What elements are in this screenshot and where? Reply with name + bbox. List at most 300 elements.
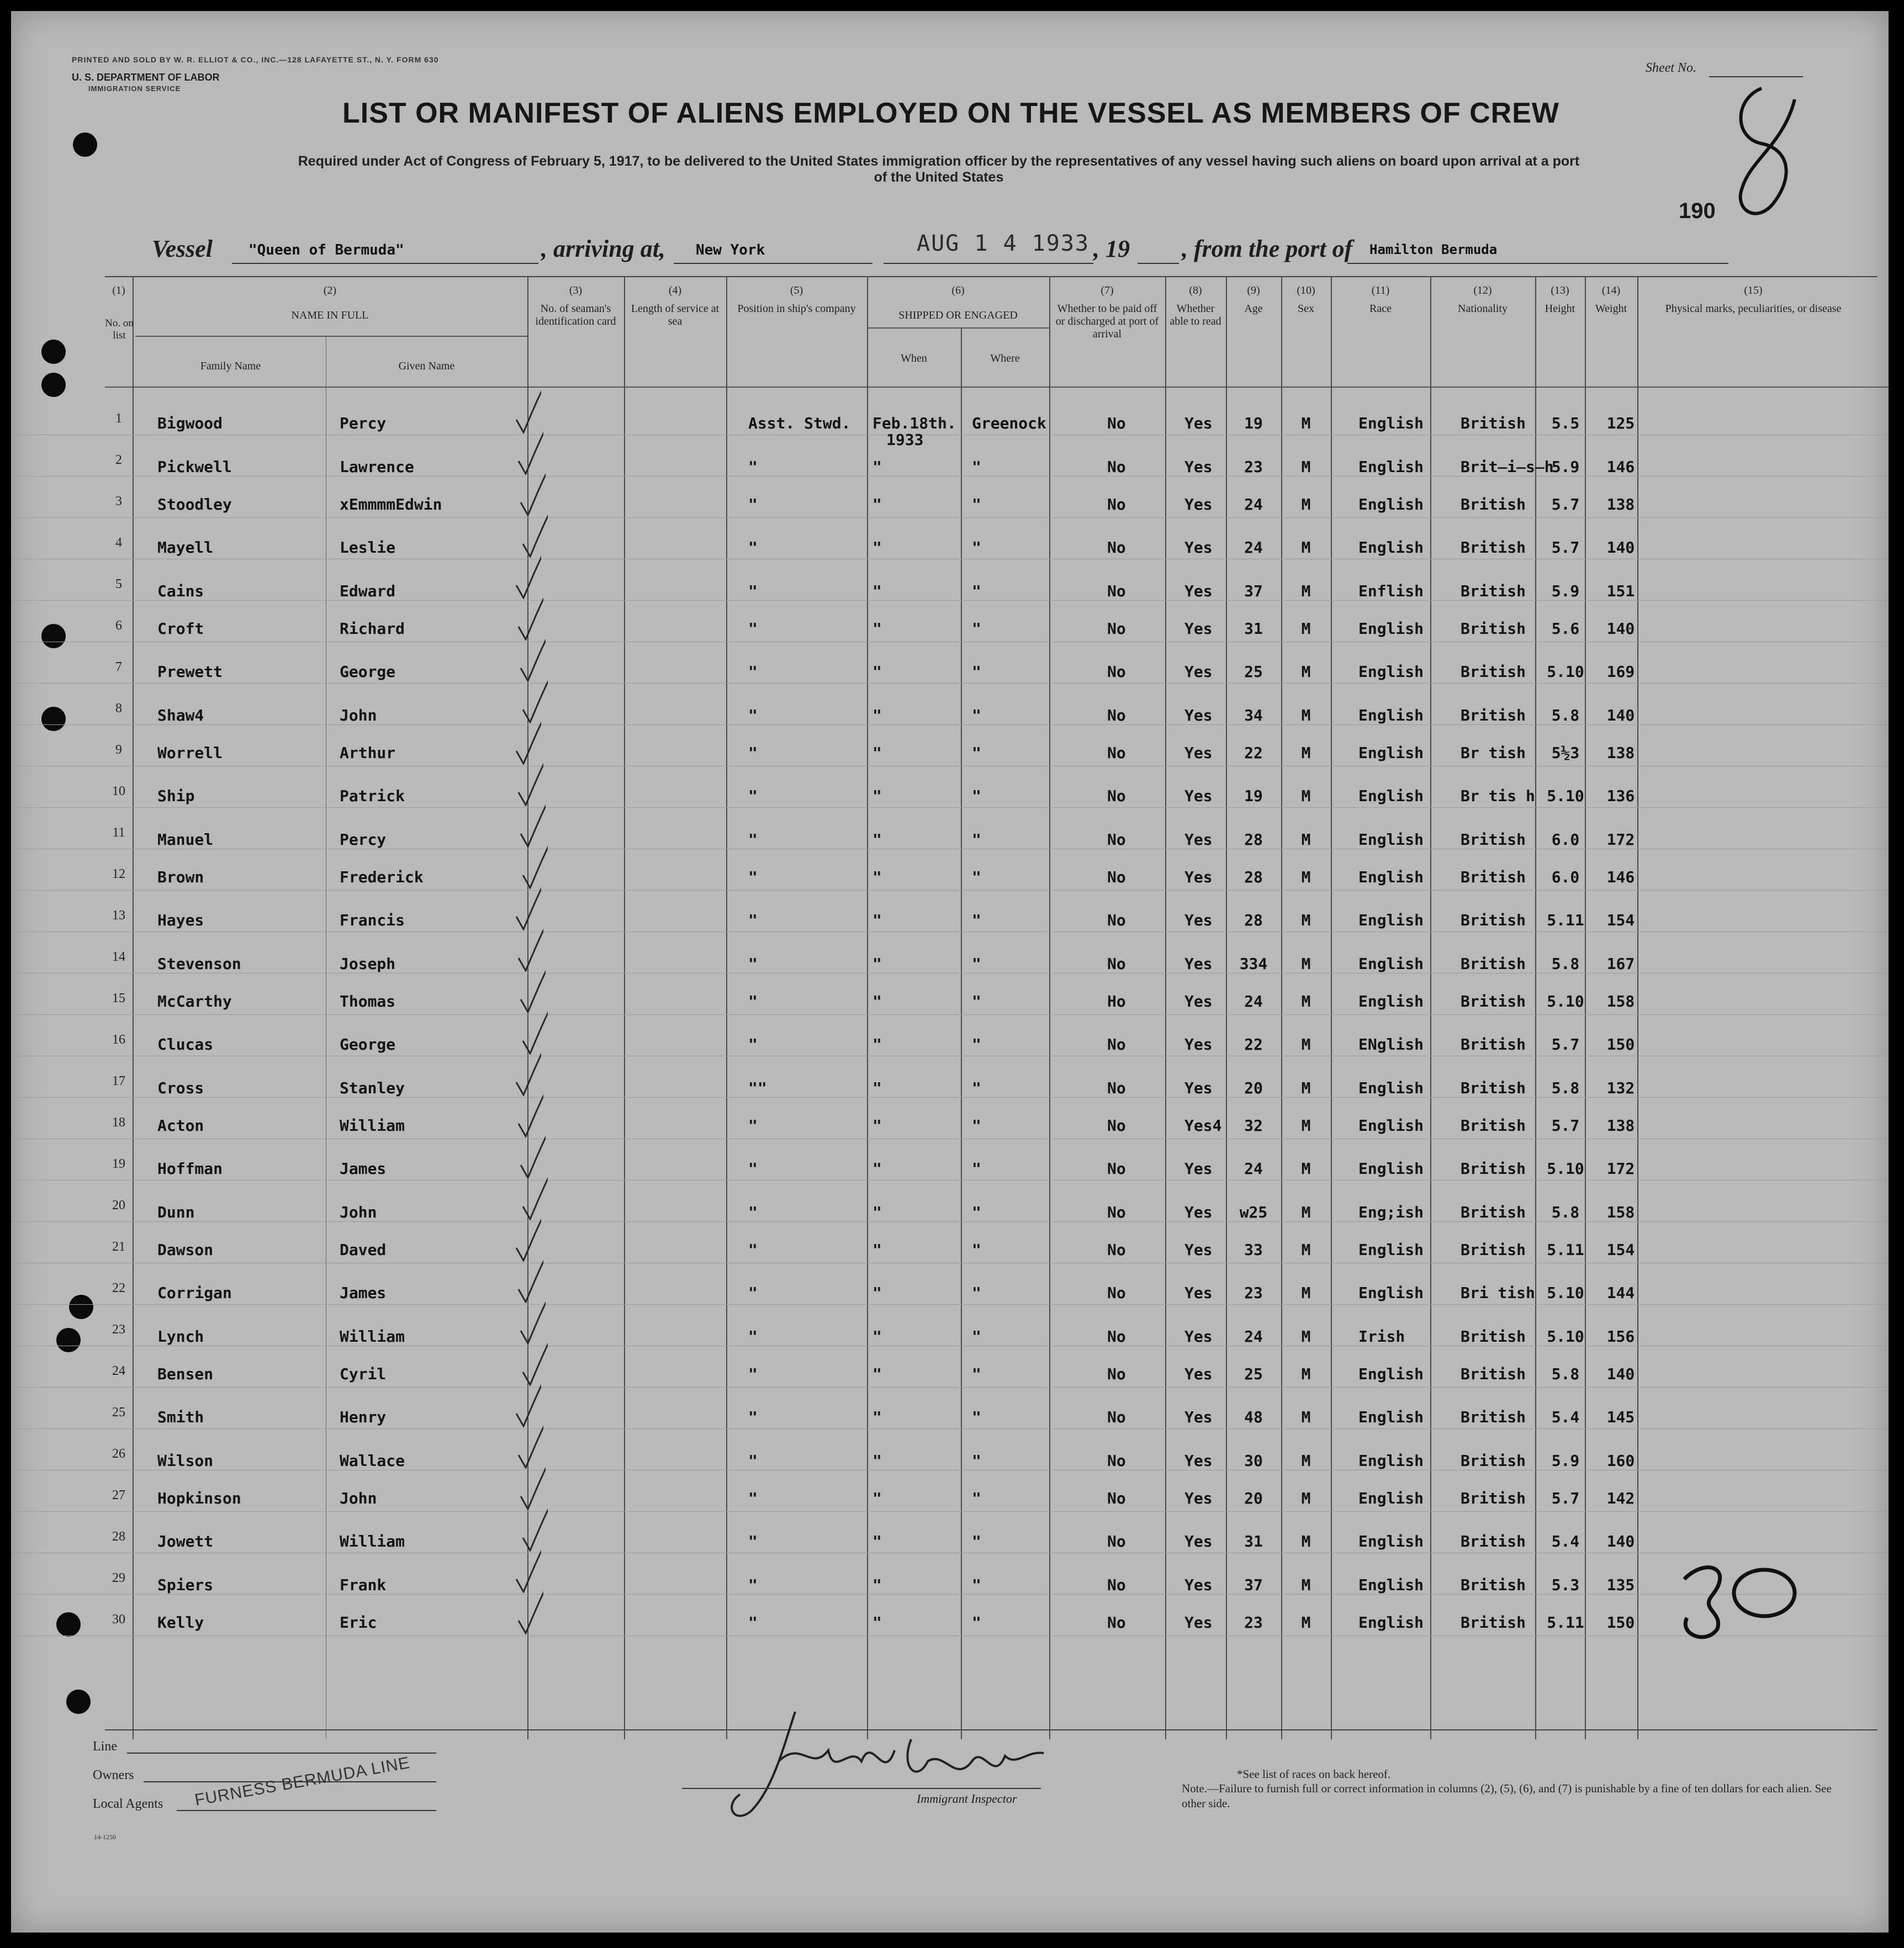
cell-age: 31 [1244,620,1263,638]
cell-given: Arthur [340,744,396,762]
cell-read: Yes [1184,538,1213,557]
cell-age: 23 [1244,1613,1263,1632]
cell-age: 19 [1244,787,1263,805]
cell-where: " [972,868,981,886]
year-prefix-190: 190 [1679,199,1716,223]
cell-nationality: British [1461,706,1526,724]
col-rule [726,276,727,1739]
cell-age: 24 [1244,992,1263,1010]
cell-given: Joseph [340,955,396,973]
cell-given: James [340,1284,387,1302]
row-number: 26 [112,1447,125,1461]
cell-when: " [872,1203,882,1221]
cell-paid-off: No [1107,706,1126,724]
arriving-label: , arriving at, [541,235,665,262]
cell-read: Yes [1184,1613,1213,1632]
cell-age: 33 [1244,1241,1263,1259]
cell-given: James [340,1160,387,1178]
col-rule [1165,276,1166,1739]
cell-age: 28 [1244,868,1263,886]
cell-race: English [1358,1532,1424,1550]
cell-sex: M [1301,1160,1311,1178]
cell-nationality: British [1461,495,1526,514]
cell-when: " [872,1576,882,1594]
cell-paid-off: No [1107,1452,1126,1470]
cell-height: 5.7 [1551,1116,1580,1135]
cell-read: Yes [1184,1576,1213,1594]
cell-position: " [748,1576,758,1594]
column-header: Weight [1595,303,1627,315]
line-underline [127,1753,436,1754]
cell-nationality: Bri tish [1461,1284,1535,1302]
cell-given: Frank [340,1576,387,1594]
cell-read: Yes [1184,495,1213,514]
cell-race: English [1358,1489,1424,1507]
cell-when: " [872,620,882,638]
cell-paid-off: No [1107,620,1126,638]
cell-sex: M [1301,582,1311,600]
cell-read: Yes [1184,868,1213,886]
cell-family: Acton [157,1116,204,1135]
cell-family: Wilson [157,1452,214,1470]
column-subheader: When [901,352,927,364]
cell-where: " [972,620,981,638]
cell-family: Spiers [157,1576,214,1594]
cell-position: Asst. Stwd. [748,414,851,432]
cell-paid-off: No [1107,744,1126,762]
cell-paid-off: No [1107,1576,1126,1594]
cell-when: " [872,1365,882,1383]
cell-read: Yes [1184,1365,1213,1383]
cell-paid-off: No [1107,1408,1126,1426]
column-number: (9) [1247,284,1260,297]
column-header: Age [1244,303,1263,315]
cell-position: " [748,830,758,849]
inspector-signature [718,1701,1060,1833]
cell-weight: 158 [1606,1203,1635,1221]
cell-position: " [748,868,758,886]
col-rule [1049,276,1050,1739]
row-number: 19 [112,1157,125,1171]
cell-age: 25 [1244,1365,1263,1383]
column-header: Race [1369,303,1392,315]
cell-where: " [972,1160,981,1178]
cell-height: 5.11 [1547,1241,1584,1259]
cell-when: " [872,992,882,1010]
cell-paid-off: No [1107,538,1126,557]
cell-race: English [1358,868,1424,886]
cell-height: 5.6 [1551,620,1580,638]
cell-height: 6.0 [1551,868,1580,886]
cell-age: 24 [1244,1160,1263,1178]
total-count-handwritten [1673,1557,1817,1645]
cell-height: 5.7 [1551,495,1580,514]
row-number: 3 [115,494,122,509]
cell-position: " [748,458,758,476]
column-header: Height [1545,303,1575,315]
cell-race: English [1358,1241,1424,1259]
line-label: Line [93,1739,117,1754]
arrival-port: New York [696,242,765,258]
cell-when: " [872,787,882,805]
cell-weight: 146 [1606,458,1635,476]
cell-family: Prewett [157,663,223,681]
row-number: 17 [112,1074,125,1088]
cell-family: Bensen [157,1365,214,1383]
cell-family: Worrell [157,744,223,762]
cell-read: Yes [1184,1035,1213,1054]
cell-where: " [972,1613,981,1632]
cell-sex: M [1301,1241,1311,1259]
cell-nationality: British [1461,1365,1526,1383]
cell-sex: M [1301,1284,1311,1302]
arrival-underline [674,263,872,264]
form-title: LIST OR MANIFEST OF ALIENS EMPLOYED ON THE VESSEL AS MEMBERS OF CREW [342,97,1559,129]
cell-height: 5.10 [1547,1327,1584,1346]
cell-nationality: British [1461,1532,1526,1550]
cell-given: William [340,1327,405,1346]
cell-paid-off: No [1107,1241,1126,1259]
cell-read: Yes [1184,1241,1213,1259]
cell-family: Kelly [157,1613,204,1632]
cell-family: McCarthy [157,992,232,1010]
row-number: 30 [112,1612,125,1627]
cell-age: 30 [1244,1452,1263,1470]
row-rule [11,807,1889,808]
cell-weight: 151 [1606,582,1635,600]
cell-where: " [972,538,981,557]
cell-age: 24 [1244,1327,1263,1346]
cell-race: ENglish [1358,1035,1424,1054]
cell-paid-off: Ho [1107,992,1126,1010]
row-number: 22 [112,1281,125,1295]
cell-nationality: British [1461,992,1526,1010]
cell-position: " [748,1452,758,1470]
cell-position: " [748,955,758,973]
row-rule [11,1635,1889,1636]
cell-nationality: British [1461,1327,1526,1346]
cell-position: " [748,1408,758,1426]
cell-nationality: British [1461,911,1526,929]
cell-when: " [872,706,882,724]
row-number: 24 [112,1364,125,1378]
cell-sex: M [1301,414,1311,432]
name-header-rule [135,336,527,337]
cell-read: Yes [1184,1408,1213,1426]
cell-nationality: British [1461,1452,1526,1470]
cell-where: " [972,955,981,973]
cell-when: " [872,911,882,929]
cell-position: " [748,1116,758,1135]
row-number: 28 [112,1529,125,1544]
cell-read: Yes [1184,414,1213,432]
cell-nationality: British [1461,582,1526,600]
cell-age: 48 [1244,1408,1263,1426]
cell-read: Yes [1184,663,1213,681]
row-number: 1 [115,411,122,426]
cell-weight: 167 [1606,955,1635,973]
cell-when: " [872,1241,882,1259]
column-header: Nationality [1458,303,1508,315]
cell-position: " [748,620,758,638]
cell-read: Yes [1184,744,1213,762]
cell-weight: 140 [1606,620,1635,638]
cell-where: " [972,1035,981,1054]
cell-height: 5.10 [1547,1284,1584,1302]
punch-hole [73,133,97,157]
cell-when: " [872,868,882,886]
cell-height: 5.11 [1547,1613,1584,1632]
cell-nationality: British [1461,1116,1526,1135]
cell-paid-off: No [1107,1327,1126,1346]
cell-family: Shaw4 [157,706,204,724]
row-number: 7 [115,660,122,674]
cell-sex: M [1301,1035,1311,1054]
cell-when: " [872,1035,882,1054]
cell-nationality: British [1461,1203,1526,1221]
cell-when: " [872,495,882,514]
cell-where: " [972,663,981,681]
cell-age: 28 [1244,830,1263,849]
cell-height: 5.10 [1547,1160,1584,1178]
column-number: (3) [569,284,583,297]
col-rule [624,276,625,1739]
cell-age: 23 [1244,458,1263,476]
punch-hole [69,1295,93,1319]
cell-age: 34 [1244,706,1263,724]
cell-position: " [748,744,758,762]
column-subheader: Where [990,352,1020,364]
row-rule [11,600,1889,601]
cell-given: Edward [340,582,396,600]
cell-given: Leslie [340,538,396,557]
cell-height: 5.10 [1547,787,1584,805]
cell-given: Daved [340,1241,387,1259]
cell-age: 23 [1244,1284,1263,1302]
col-rule [1331,276,1332,1739]
cell-nationality: Br tish [1461,744,1526,762]
cell-nationality: British [1461,663,1526,681]
cell-age: 19 [1244,414,1263,432]
cell-when: " [872,663,882,681]
row-number: 29 [112,1571,125,1585]
cell-race: English [1358,495,1424,514]
punch-hole [66,1690,91,1714]
cell-paid-off: No [1107,868,1126,886]
cell-read: Yes [1184,582,1213,600]
cell-sex: M [1301,1576,1311,1594]
column-number: (7) [1101,284,1114,297]
cell-read: Yes [1184,787,1213,805]
form-subtitle: Required under Act of Congress of February 5, 1917, to be delivered to the United States immigration officer by the representatives of any vessel having such aliens on board upon arrival at a port of the United States [298,153,1580,185]
cell-race: English [1358,830,1424,849]
cell-where: " [972,1408,981,1426]
punch-hole [41,707,66,731]
inspector-title: Immigrant Inspector [917,1792,1017,1806]
cell-age: 24 [1244,495,1263,514]
cell-family: Clucas [157,1035,214,1054]
cell-family: Mayell [157,538,214,557]
cell-where: " [972,1365,981,1383]
cell-race: English [1358,1079,1424,1097]
cell-where: " [972,911,981,929]
column-header: SHIPPED OR ENGAGED [898,309,1018,321]
row-rule [11,1387,1889,1388]
cell-family: Manuel [157,830,214,849]
cell-weight: 138 [1606,744,1635,762]
cell-when: " [872,955,882,973]
cell-race: English [1358,706,1424,724]
cell-where: " [972,1203,981,1221]
cell-when: " [872,582,882,600]
cell-where: " [972,1532,981,1550]
cell-where: " [972,1241,981,1259]
row-number: 9 [115,743,122,757]
cell-paid-off: No [1107,955,1126,973]
column-number: (11) [1371,284,1390,297]
cell-weight: 145 [1606,1408,1635,1426]
cell-family: Dawson [157,1241,214,1259]
from-port-label: , from the port of [1182,235,1353,262]
column-header: Whether able to read [1170,303,1221,327]
col-rule [1535,276,1536,1739]
row-rule [11,890,1889,891]
cell-read: Yes [1184,1489,1213,1507]
cell-position: " [748,1365,758,1383]
punch-hole [41,624,66,648]
cell-age: 32 [1244,1116,1263,1135]
row-number: 21 [112,1240,125,1254]
cell-weight: 160 [1606,1452,1635,1470]
cell-sex: M [1301,538,1311,557]
cell-where: " [972,1327,981,1346]
cell-family: Cains [157,582,204,600]
column-subheader: Family Name [200,360,261,372]
col-rule [1430,276,1431,1739]
cell-position: " [748,1532,758,1550]
cell-when: " [872,1284,882,1302]
row-number: 13 [112,908,125,923]
cell-sex: M [1301,620,1311,638]
cell-race: English [1358,1160,1424,1178]
vessel-label: Vessel [152,235,213,262]
cell-read: Yes [1184,911,1213,929]
cell-paid-off: No [1107,830,1126,849]
cell-given: Stanley [340,1079,405,1097]
cell-race: English [1358,1408,1424,1426]
cell-race: Eng;ish [1358,1203,1424,1221]
cell-sex: M [1301,992,1311,1010]
row-number: 10 [112,784,125,798]
cell-given: Francis [340,911,405,929]
cell-weight: 140 [1606,1365,1635,1383]
column-header: No. of seaman's identification card [535,303,616,327]
cell-sex: M [1301,830,1311,849]
cell-position: " [748,1241,758,1259]
cell-sex: M [1301,955,1311,973]
cell-where: " [972,1452,981,1470]
cell-position: " [748,992,758,1010]
column-number: (1) [112,284,125,297]
cell-race: English [1358,414,1424,432]
year-label: , 19 [1093,235,1130,262]
cell-where: " [972,787,981,805]
form-code: 14-1250 [94,1833,116,1841]
row-rule [11,1511,1889,1512]
cell-read: Yes [1184,1079,1213,1097]
cell-family: Croft [157,620,204,638]
row-rule [11,724,1889,725]
cell-read: Yes [1184,1203,1213,1221]
cell-given: Frederick [340,868,424,886]
cell-position: " [748,1613,758,1632]
cell-position: " [748,1035,758,1054]
col-rule [1281,276,1282,1739]
cell-family: Jowett [157,1532,214,1550]
row-rule [11,1428,1889,1429]
cell-read: Yes [1184,992,1213,1010]
cell-given: Eric [340,1613,377,1632]
cell-age: 20 [1244,1489,1263,1507]
cell-read: Yes [1184,1284,1213,1302]
cell-nationality: Brit̶i̶s̶h [1461,458,1554,476]
cell-paid-off: No [1107,495,1126,514]
column-number: (6) [951,284,965,297]
cell-sex: M [1301,1365,1311,1383]
cell-family: Stevenson [157,955,241,973]
cell-height: 5½3 [1551,744,1580,762]
cell-where: " [972,1284,981,1302]
cell-nationality: Br tis h [1461,787,1535,805]
cell-sex: M [1301,495,1311,514]
cell-height: 5.4 [1551,1408,1580,1426]
cell-where: " [972,706,981,724]
cell-race: English [1358,1613,1424,1632]
column-number: (2) [323,284,337,297]
cell-family: Hayes [157,911,204,929]
cell-paid-off: No [1107,1035,1126,1054]
cell-nationality: British [1461,1035,1526,1054]
cell-paid-off: No [1107,1079,1126,1097]
cell-weight: 156 [1606,1327,1635,1346]
cell-race: English [1358,787,1424,805]
cell-family: Corrigan [157,1284,232,1302]
cell-height: 5.10 [1547,992,1584,1010]
row-rule [11,1180,1889,1181]
cell-age: w25 [1239,1203,1268,1221]
cell-family: Stoodley [157,495,232,514]
cell-race: English [1358,992,1424,1010]
column-header: Whether to be paid off or discharged at port of arrival [1055,303,1159,340]
cell-given: John [340,1489,377,1507]
cell-paid-off: No [1107,458,1126,476]
cell-paid-off: No [1107,1284,1126,1302]
cell-race: English [1358,1116,1424,1135]
cell-weight: 132 [1606,1079,1635,1097]
col-rule [961,329,962,1739]
cell-position: " [748,1160,758,1178]
cell-position: " [748,1203,758,1221]
cell-age: 20 [1244,1079,1263,1097]
cell-where: " [972,744,981,762]
cell-weight: 140 [1606,1532,1635,1550]
cell-height: 5.8 [1551,706,1580,724]
cell-weight: 138 [1606,1116,1635,1135]
cell-race: English [1358,911,1424,929]
cell-where: " [972,1489,981,1507]
cell-race: English [1358,458,1424,476]
cell-read: Yes [1184,955,1213,973]
